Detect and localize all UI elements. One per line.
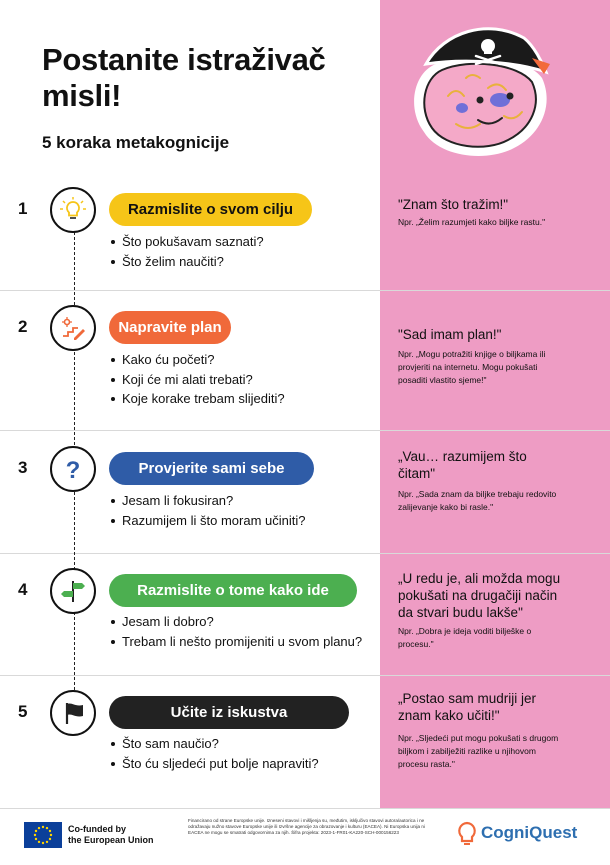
step-example: Npr. „Sada znam da biljke trebaju redovito zalijevanje kako bi rasle." [398, 489, 557, 512]
step-title-pill: Učite iz iskustva [109, 696, 349, 729]
pirate-brain-mascot-icon [396, 12, 562, 170]
list-item: Trebam li nešto promijeniti u svom planu? [110, 632, 362, 652]
eu-line-1: Co-funded by [68, 824, 126, 834]
step-number: 2 [18, 317, 28, 336]
lightbulb-icon [50, 187, 96, 233]
plan-pencil-icon [50, 305, 96, 351]
step-title-pill: Razmislite o tome kako ide [109, 574, 357, 607]
step-number: 5 [18, 702, 28, 721]
step-number: 3 [18, 458, 28, 477]
list-item: Što ću sljedeći put bolje napraviti? [110, 754, 319, 774]
question-list [110, 350, 285, 409]
list-item: Što želim naučiti? [110, 252, 264, 272]
list-item: Koji će mi alati trebati? [110, 370, 285, 390]
eu-cofunded-label [68, 824, 154, 846]
step-title-pill: Razmislite o svom cilju [109, 193, 312, 226]
list-item: Jesam li fokusiran? [110, 491, 306, 511]
step-example: Npr. „Mogu potražiti knjige o biljkama ili provjeriti na internetu. Mogu pokušati posaditi vlastito sjeme!" [398, 349, 546, 385]
list-item: Što sam naučio? [110, 734, 319, 754]
cogniquest-logo [456, 820, 577, 846]
cogniquest-logo-icon [456, 820, 478, 846]
step-divider [0, 553, 610, 554]
step-title-pill: Napravite plan [109, 311, 231, 344]
eu-line-2: the European Union [68, 835, 154, 845]
funding-disclaimer: Financirano od strane Europske unije. Izneseni stavovi i mišljenja su, međutim, isključivo stavovi autora/autorica i ne odražavaju nužno stavove Europske unije ili Izvršne agencije za obrazovanje i kulturu (EACEA). Ni Europska unija ni EACEA ne mogu se smatrati odgovornima za njih. Šifra projekta: 2023-1-FR01-KA220-SCH-000156223 [188, 818, 425, 836]
page-title: Postanite istraživač misli! [42, 42, 326, 113]
step-quote: „U redu je, ali možda mogu pokušati na drugačiji način da stvari budu lakše" [398, 571, 561, 620]
list-item: Koje korake trebam slijediti? [110, 389, 285, 409]
svg-text:?: ? [65, 457, 81, 483]
page-subtitle: 5 koraka metakognicije [42, 133, 230, 152]
logo-text: CogniQuest [481, 823, 578, 842]
flag-icon [50, 690, 96, 736]
step-title-pill: Provjerite sami sebe [109, 452, 314, 485]
step-quote: "Znam što tražim!" [398, 197, 509, 212]
step-number: 1 [18, 199, 28, 218]
step-number: 4 [18, 580, 28, 599]
footer-divider [0, 808, 610, 809]
step-divider [0, 290, 610, 291]
question-list [110, 232, 264, 271]
signpost-icon [50, 568, 96, 614]
step-divider [0, 430, 610, 431]
list-item: Razumijem li što moram učiniti? [110, 511, 306, 531]
step-example: Npr. „Dobra je ideja voditi bilješke o procesu." [398, 626, 532, 649]
question-mark-icon [50, 446, 96, 492]
step-quote: "Sad imam plan!" [398, 327, 502, 342]
step-example: Npr. „Želim razumjeti kako biljke rastu." [398, 217, 546, 227]
step-quote: „Postao sam mudriji jer znam kako učiti!" [398, 691, 537, 723]
step-example: Npr. „Sljedeći put mogu pokušati s drugom biljkom i zabilježiti razlike u njihovom procesu rasta." [398, 733, 559, 769]
list-item: Što pokušavam saznati? [110, 232, 264, 252]
list-item: Jesam li dobro? [110, 612, 362, 632]
step-divider [0, 675, 610, 676]
question-list [110, 734, 319, 773]
question-list [110, 612, 362, 651]
eu-flag-icon [24, 822, 62, 848]
list-item: Kako ću početi? [110, 350, 285, 370]
step-quote: „Vau… razumijem što čitam" [398, 449, 527, 481]
question-list [110, 491, 306, 530]
